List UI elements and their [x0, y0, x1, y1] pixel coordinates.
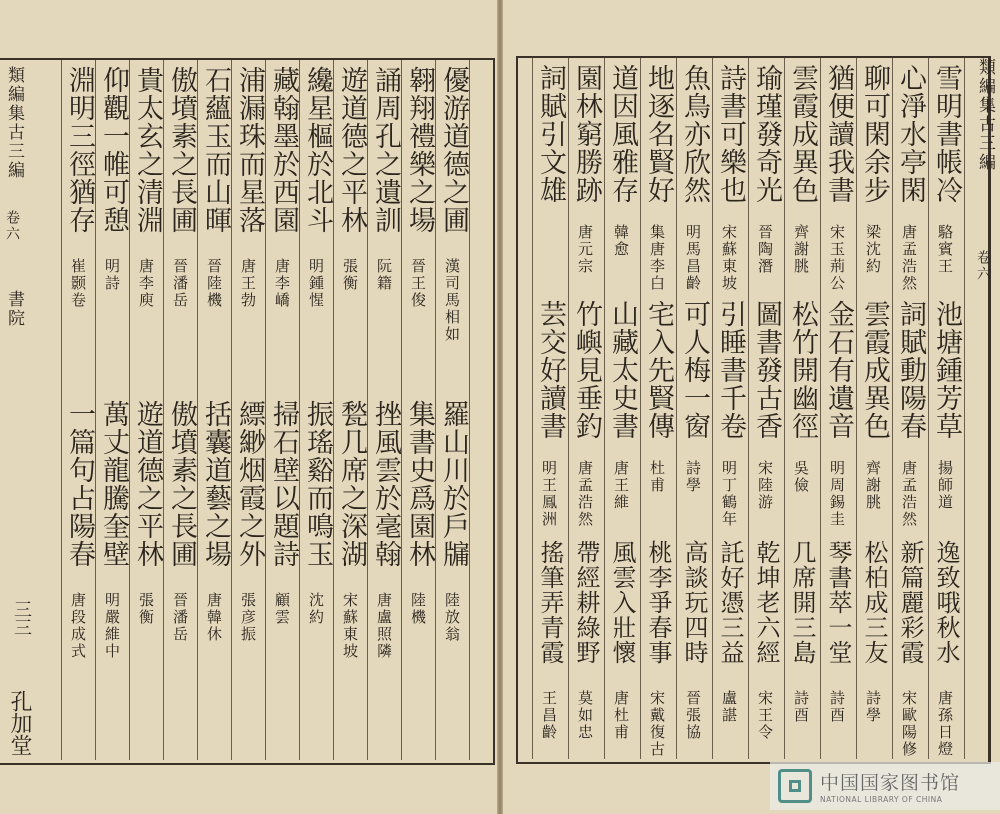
attribution-note: 唐盧照隣 [375, 592, 393, 660]
attribution-note: 詩學 [864, 690, 882, 724]
attribution-note: 駱賓王 [936, 224, 954, 275]
attribution-note: 張彦振 [239, 592, 257, 643]
text-column: 金石有遺音 [823, 300, 854, 440]
attribution-note: 明馬昌齡 [684, 224, 702, 292]
text-column: 乾坤老六經 [752, 540, 780, 665]
column-rule [748, 58, 749, 759]
column-rule [95, 60, 96, 760]
attribution-note: 晉陸機 [205, 258, 223, 309]
attribution-note: 宋蘇東坡 [341, 592, 359, 660]
attribution-note: 明鍾惺 [307, 258, 325, 309]
text-column: 新篇麗彩霞 [896, 540, 924, 665]
left-volume-label: 卷六 [4, 210, 20, 242]
attribution-note: 明丁鶴年 [720, 460, 738, 528]
column-rule [299, 60, 300, 760]
attribution-note: 宋歐陽修 [900, 690, 918, 758]
column-rule [712, 58, 713, 759]
attribution-note: 杜甫 [648, 460, 666, 494]
text-column: 雪明書帳冷 [931, 64, 962, 204]
attribution-note: 明周錫圭 [828, 460, 846, 528]
text-column: 詞賦動陽春 [895, 300, 926, 440]
text-column: 山藏太史書 [607, 300, 638, 440]
watermark [770, 762, 1000, 810]
text-column: 搖筆弄青霞 [536, 540, 564, 665]
attribution-note: 齊謝朓 [864, 460, 882, 511]
text-column: 振瑤谿而鳴玉 [302, 400, 333, 568]
column-rule [784, 58, 785, 759]
attribution-note: 唐李庾 [137, 258, 155, 309]
column-rule [197, 60, 198, 760]
attribution-note: 唐王維 [612, 460, 630, 511]
column-rule [928, 58, 929, 759]
column-rule [820, 58, 821, 759]
attribution-note: 齊謝朓 [792, 224, 810, 275]
text-column: 優游道德之圃 [438, 66, 469, 234]
text-column: 羅山川於戶牖 [438, 400, 469, 568]
attribution-note: 晉潘岳 [171, 258, 189, 309]
text-column: 松柏成三友 [860, 540, 888, 665]
text-column: 詩書可樂也 [715, 64, 746, 204]
text-column: 逸致哦秋水 [932, 540, 960, 665]
attribution-note: 阮籍 [375, 258, 393, 292]
left-folio-number: 三三 [11, 600, 32, 636]
right-page-header: 類編集古三編 [975, 58, 995, 172]
attribution-note: 宋王令 [756, 690, 774, 741]
attribution-note: 唐李嶠 [273, 258, 291, 309]
column-rule [367, 60, 368, 760]
attribution-note: 晉張協 [684, 690, 702, 741]
attribution-note: 明嚴維中 [103, 592, 121, 660]
attribution-note: 陸機 [409, 592, 427, 626]
column-rule [568, 58, 569, 759]
attribution-note: 唐孟浩然 [576, 460, 594, 528]
attribution-note: 宋蘇東坡 [720, 224, 738, 292]
column-rule [333, 60, 334, 760]
text-column: 纔星樞於北斗 [302, 66, 333, 234]
text-column: 聊可閑余步 [859, 64, 890, 204]
attribution-note: 唐段成式 [69, 592, 87, 660]
attribution-note: 張衡 [137, 592, 155, 626]
text-column: 圖書發古香 [751, 300, 782, 440]
text-column: 心淨水亭閑 [895, 64, 926, 204]
column-rule [435, 60, 436, 760]
attribution-note: 吳儉 [792, 460, 810, 494]
attribution-note: 唐元宗 [576, 224, 594, 275]
attribution-note: 唐孟浩然 [900, 460, 918, 528]
attribution-note: 詩酉 [792, 690, 810, 724]
left-section-label: 書院 [4, 290, 24, 328]
column-rule [163, 60, 164, 760]
text-column: 松竹開幽徑 [787, 300, 818, 440]
watermark-en: NATIONAL LIBRARY OF CHINA [820, 795, 943, 804]
attribution-note: 張衡 [341, 258, 359, 292]
attribution-note: 唐王勃 [239, 258, 257, 309]
attribution-note: 韓愈 [612, 224, 630, 258]
attribution-note: 晉潘岳 [171, 592, 189, 643]
attribution-note: 王昌齡 [540, 690, 558, 741]
attribution-note: 唐韓休 [205, 592, 223, 643]
column-rule [469, 60, 470, 760]
text-column: 集書史爲園林 [404, 400, 435, 568]
text-column: 淵明三徑猶存 [64, 66, 95, 234]
attribution-note: 揚師道 [936, 460, 954, 511]
attribution-note: 唐孟浩然 [900, 224, 918, 292]
column-rule [231, 60, 232, 760]
text-column: 雲霞成異色 [859, 300, 890, 440]
attribution-note: 明詩 [103, 258, 121, 292]
library-logo-icon [778, 769, 812, 803]
column-rule [964, 58, 965, 759]
text-column: 翱翔禮樂之場 [404, 66, 435, 234]
attribution-note: 唐杜甫 [612, 690, 630, 741]
right-page [503, 0, 1000, 814]
text-column: 一篇句占陽春 [64, 400, 95, 568]
text-column: 風雲入壯懷 [608, 540, 636, 665]
attribution-note: 沈約 [307, 592, 325, 626]
text-column: 石蘊玉而山暉 [200, 66, 231, 234]
attribution-note: 集唐李白 [648, 224, 666, 292]
attribution-note: 莫如忠 [576, 690, 594, 741]
text-column: 帶經耕綠野 [572, 540, 600, 665]
text-column: 道因風雅存 [607, 64, 638, 204]
attribution-note: 盧諶 [720, 690, 738, 724]
column-rule [604, 58, 605, 759]
text-column: 遊道德之平林 [132, 400, 163, 568]
attribution-note: 陸放翁 [443, 592, 461, 643]
text-column: 託好憑三益 [716, 540, 744, 665]
text-column: 芸交好讀書 [535, 300, 566, 440]
text-column: 几席開三島 [788, 540, 816, 665]
text-column: 甃几席之深湖 [336, 400, 367, 568]
column-rule [676, 58, 677, 759]
left-page [0, 0, 497, 814]
column-rule [640, 58, 641, 759]
text-column: 魚鳥亦欣然 [679, 64, 710, 204]
watermark-cn: 中国国家图书馆 [820, 772, 961, 794]
right-volume-label: 卷六 [975, 250, 991, 282]
text-column: 高談玩四時 [680, 540, 708, 665]
text-column: 遊道德之平林 [336, 66, 367, 234]
text-column: 誦周孔之遺訓 [370, 66, 401, 234]
column-rule [265, 60, 266, 760]
text-column: 浦漏珠而星落 [234, 66, 265, 234]
text-column: 雲霞成異色 [787, 64, 818, 204]
attribution-note: 宋陸游 [756, 460, 774, 511]
text-column: 宅入先賢傳 [643, 300, 674, 440]
text-column: 仰觀一帷可憩 [98, 66, 129, 234]
text-column: 詞賦引文雄 [535, 64, 566, 204]
text-column: 園林窮勝跡 [571, 64, 602, 204]
attribution-note: 晉王俊 [409, 258, 427, 309]
text-column: 傲墳素之長圃 [166, 400, 197, 568]
attribution-note: 宋戴復古 [648, 690, 666, 758]
text-column: 挫風雲於毫翰 [370, 400, 401, 568]
column-rule [129, 60, 130, 760]
text-column: 地逐名賢好 [643, 64, 674, 204]
text-column: 竹嶼見垂釣 [571, 300, 602, 440]
column-rule [532, 58, 533, 759]
text-column: 縹緲烟霞之外 [234, 400, 265, 568]
column-rule [892, 58, 893, 759]
text-column: 萬丈龍騰奎壁 [98, 400, 129, 568]
column-rule [61, 60, 62, 760]
text-column: 藏翰墨於西園 [268, 66, 299, 234]
attribution-note: 顧雲 [273, 592, 291, 626]
attribution-note: 漢司馬相如 [443, 258, 461, 343]
column-rule [856, 58, 857, 759]
text-column: 括囊道藝之場 [200, 400, 231, 568]
text-column: 貴太玄之清淵 [132, 66, 163, 234]
text-column: 桃李爭春事 [644, 540, 672, 665]
text-column: 琴書萃一堂 [824, 540, 852, 665]
attribution-note: 明王鳳洲 [540, 460, 558, 528]
text-column: 傲墳素之長圃 [166, 66, 197, 234]
left-page-header: 類編集古三編 [4, 66, 24, 180]
text-column: 掃石壁以題詩 [268, 400, 299, 568]
column-rule [401, 60, 402, 760]
text-column: 引睡書千卷 [715, 300, 746, 440]
text-column: 猶便讀我書 [823, 64, 854, 204]
attribution-note: 詩酉 [828, 690, 846, 724]
attribution-note: 唐孫日燈 [936, 690, 954, 758]
text-column: 瑜瑾發奇光 [751, 64, 782, 204]
attribution-note: 詩學 [684, 460, 702, 494]
attribution-note: 崔颢卷 [69, 258, 87, 309]
attribution-note: 晉陶潛 [756, 224, 774, 275]
attribution-note: 梁沈約 [864, 224, 882, 275]
text-column: 可人梅一窗 [679, 300, 710, 440]
attribution-note: 宋玉荊公 [828, 224, 846, 292]
text-column: 池塘鍾芳草 [931, 300, 962, 440]
left-page-footer: 孔加堂 [7, 690, 32, 756]
